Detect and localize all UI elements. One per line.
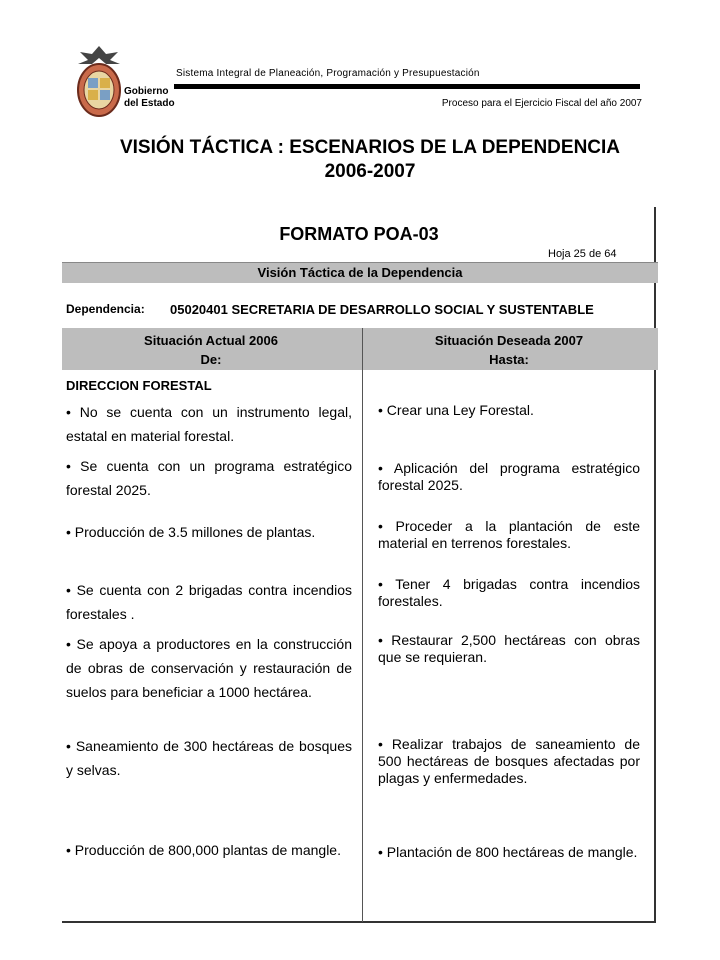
- current-item: • Se cuenta con un programa estratégico forestal 2025.: [66, 458, 352, 498]
- right-column-title: Situación Deseada 2007: [434, 333, 584, 348]
- right-column-sub: Hasta:: [489, 352, 529, 367]
- gov-line-2: del Estado: [124, 98, 175, 109]
- dependency-value: 05020401 SECRETARIA DE DESARROLLO SOCIAL Y SUSTENTABLE: [170, 302, 594, 317]
- header-rule: [174, 84, 640, 89]
- desired-item: • Proceder a la plantación de este material en terrenos forestales.: [378, 518, 640, 551]
- current-item: • Producción de 3.5 millones de plantas.: [66, 524, 316, 540]
- section-header: Visión Táctica de la Dependencia: [62, 262, 658, 283]
- dependency-label: Dependencia:: [66, 302, 145, 316]
- left-column-title: Situación Actual 2006: [144, 333, 278, 348]
- column-divider: [362, 328, 363, 922]
- desired-item: • Restaurar 2,500 hectáreas con obras que se requieran.: [378, 632, 640, 665]
- current-item: • No se cuenta con un instrumento legal, estatal en material forestal.: [66, 404, 352, 444]
- sheet-number: Hoja 25 de 64: [548, 248, 617, 260]
- desired-item: • Plantación de 800 hectáreas de mangle.: [378, 844, 638, 860]
- desired-item: • Crear una Ley Forestal.: [378, 402, 534, 418]
- title-line-2: 2006-2007: [324, 161, 416, 182]
- form-code: FORMATO POA-03: [279, 224, 439, 244]
- left-column-sub: De:: [200, 352, 222, 367]
- title-line-1: VISIÓN TÁCTICA : ESCENARIOS DE LA DEPENDENCIA: [119, 137, 621, 158]
- government-label: [124, 86, 175, 110]
- left-column-header: [62, 331, 360, 369]
- current-item: • Saneamiento de 300 hectáreas de bosques y selvas.: [66, 738, 352, 778]
- section-title: DIRECCION FORESTAL: [66, 378, 212, 393]
- desired-item: • Realizar trabajos de saneamiento de 500 hectáreas de bosques afectadas por plagas y enfermedades.: [378, 736, 640, 786]
- gov-line-1: Gobierno: [124, 86, 169, 97]
- current-item: • Se cuenta con 2 brigadas contra incendios forestales .: [66, 582, 352, 622]
- columns-header: [62, 328, 658, 370]
- system-name: Sistema Integral de Planeación, Programación y Presupuestación: [176, 68, 480, 79]
- desired-item: • Tener 4 brigadas contra incendios forestales.: [378, 576, 640, 609]
- desired-item: • Aplicación del programa estratégico forestal 2025.: [378, 460, 640, 493]
- state-seal-logo: [74, 44, 124, 118]
- current-item: • Se apoya a productores en la construcción de obras de conservación y restauración de suelos para beneficiar a 1000 hectárea.: [66, 636, 352, 700]
- fiscal-process: Proceso para el Ejercicio Fiscal del año 2007: [441, 98, 642, 109]
- current-item: • Producción de 800,000 plantas de mangle.: [66, 842, 341, 858]
- page-title: [60, 136, 680, 184]
- right-column-header: [360, 331, 658, 369]
